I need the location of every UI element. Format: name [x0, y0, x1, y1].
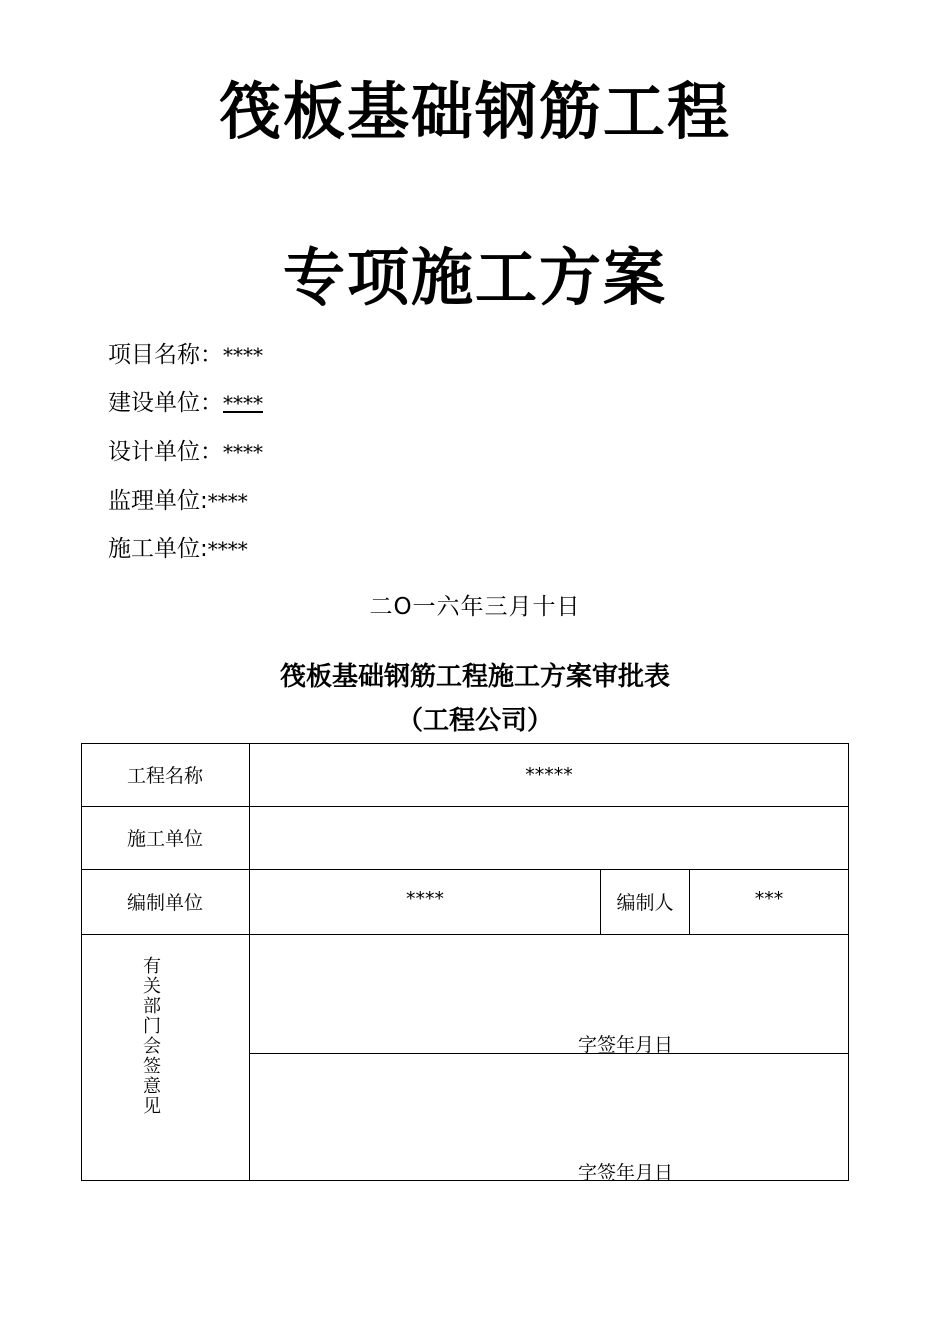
contractor-row [108, 530, 248, 563]
project-name-label: 项目名称： [108, 342, 223, 368]
supervisor-value: **** [207, 489, 248, 513]
builder-value: **** [223, 391, 263, 415]
opinion-cell-label: 有关部门会签意见 [143, 956, 161, 1117]
table-divider [250, 1053, 849, 1054]
table-divider [81, 934, 849, 935]
sign-date-text-2: 字签年月日 [578, 1162, 674, 1184]
designer-value: **** [223, 440, 263, 464]
compiler-unit-cell-label: 编制单位 [126, 892, 203, 914]
cover-title-line2: 专项施工方案 [282, 241, 667, 314]
compiler-cell-value: *** [754, 888, 784, 910]
supervisor-label: 监理单位: [108, 488, 208, 514]
contractor-cell-label: 施工单位 [126, 828, 203, 850]
designer-row [108, 433, 263, 466]
project-name-cell-value: ***** [525, 763, 573, 786]
cover-title-line1: 筏板基础钢筋工程 [218, 75, 731, 148]
approval-table-subtitle: （工程公司） [396, 706, 553, 736]
sign-date-text-1: 字签年月日 [578, 1034, 674, 1056]
contractor-label: 施工单位: [108, 536, 208, 562]
table-border-right [848, 743, 849, 1181]
project-name-row [108, 336, 263, 369]
builder-label: 建设单位： [108, 390, 223, 416]
project-name-cell-label: 工程名称 [126, 765, 203, 787]
builder-row [108, 384, 263, 417]
table-border-bottom [81, 1180, 849, 1181]
compiler-unit-cell-value: **** [406, 888, 444, 910]
approval-table [81, 743, 849, 1184]
contractor-cell-value [250, 806, 848, 869]
supervisor-row [108, 482, 248, 515]
project-name-value: **** [223, 343, 263, 367]
compiler-cell-label: 编制人 [616, 892, 674, 914]
contractor-value: **** [207, 537, 248, 561]
approval-table-title: 筏板基础钢筋工程施工方案审批表 [279, 662, 670, 692]
designer-label: 设计单位： [108, 439, 223, 465]
document-date: 二O一六年三月十日 [369, 594, 581, 620]
